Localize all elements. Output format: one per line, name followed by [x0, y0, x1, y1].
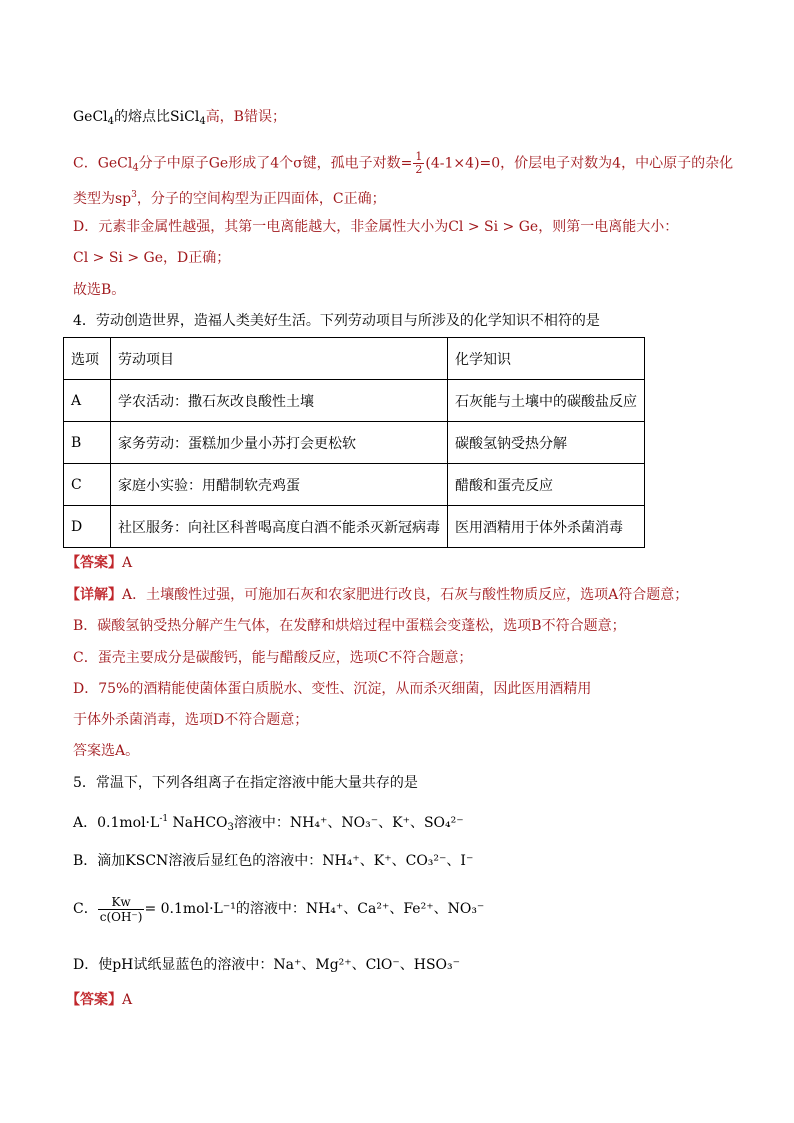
- q4-detail-d-line2: 于体外杀菌消毒，选项D不符合题意；: [73, 712, 309, 728]
- table-header-cell: 选项: [64, 338, 111, 380]
- q4-stem: 4．劳动创造世界，造福人类美好生活。下列劳动项目与所涉及的化学知识不相符的是: [73, 313, 600, 329]
- table-row: [64, 380, 645, 422]
- table-cell: C: [64, 464, 111, 506]
- table-cell: A: [64, 380, 111, 422]
- q5-option-c: C． $\frac{Kw}{c(OH^-)}$ = 0.1mol·L⁻¹的溶液中：NH₄⁺、Ca²⁺、Fe²⁺、NO₃⁻: [73, 894, 485, 924]
- table-cell: B: [64, 422, 111, 464]
- q4-detail-c: C．蛋壳主要成分是碳酸钙，能与醋酸反应，选项C不符合题意；: [73, 650, 473, 666]
- kw-fraction: $\frac{Kw}{c(OH^-)}$: [99, 894, 143, 924]
- q5-option-d: D．使pH试纸显蓝色的溶液中：Na⁺、Mg²⁺、ClO⁻、HSO₃⁻: [73, 957, 461, 973]
- table-cell: 家务劳动：蛋糕加少量小苏打会更松软: [111, 422, 448, 464]
- table-cell: 碳酸氢钠受热分解: [448, 422, 645, 464]
- q5-stem: 5．常温下，下列各组离子在指定溶液中能大量共存的是: [73, 775, 418, 791]
- table-cell: 学农活动：撒石灰改良酸性土壤: [111, 380, 448, 422]
- q3-option-d-line1: D．元素非金属性越强，其第一电离能越大，非金属性大小为Cl > Si > Ge，则第一电离能大小：: [73, 219, 679, 235]
- table-header-row: [64, 338, 645, 380]
- q4-detail-d-line1: D．75%的酒精能使菌体蛋白质脱水、变性、沉淀，从而杀灭细菌，因此医用酒精用: [73, 681, 592, 697]
- q4-conclusion: 答案选A。: [73, 743, 140, 759]
- q5-option-b: B．滴加KSCN溶液后显红色的溶液中：NH₄⁺、K⁺、CO₃²⁻、I⁻: [73, 853, 474, 869]
- q4-answer: 【答案】A: [66, 555, 133, 571]
- table-row: [64, 422, 645, 464]
- q4-detail-b: B．碳酸氢钠受热分解产生气体，在发酵和烘焙过程中蛋糕会变蓬松，选项B不符合题意；: [73, 618, 626, 634]
- q3-option-b-text: GeCl$_4$的熔点比SiCl$_4$高，B错误；: [73, 109, 286, 127]
- table-cell: 醋酸和蛋壳反应: [448, 464, 645, 506]
- q4-detail-a: 【详解】A．土壤酸性过强，可施加石灰和农家肥进行改良，石灰与酸性物质反应，选项A符合题意；: [66, 587, 689, 603]
- table-cell: D: [64, 506, 111, 548]
- q5-answer: 【答案】A: [66, 992, 133, 1008]
- q3-conclusion: 故选B。: [73, 282, 126, 298]
- table-row: [64, 464, 645, 506]
- q3-option-c-line1: C．GeCl$_4$分子中原子Ge形成了4个σ键，孤电子对数= $\frac{1}{2}$ (4-1×4)=0，价层电子对数为4，中心原子的杂化: [73, 150, 734, 176]
- fraction-one-half: $\frac{1}{2}$: [415, 150, 423, 176]
- q4-table: [63, 337, 645, 548]
- table-cell: 社区服务：向社区科普喝高度白酒不能杀灭新冠病毒: [111, 506, 448, 548]
- table-header-cell: 化学知识: [448, 338, 645, 380]
- q3-option-d-line2: Cl > Si > Ge，D正确；: [73, 250, 231, 266]
- table-cell: 医用酒精用于体外杀菌消毒: [448, 506, 645, 548]
- table-cell: 家庭小实验：用醋制软壳鸡蛋: [111, 464, 448, 506]
- q3-option-c-line2: 类型为$sp^3$，分子的空间构型为正四面体，C正确；: [73, 190, 386, 207]
- table-cell: 石灰能与土壤中的碳酸盐反应: [448, 380, 645, 422]
- table-row: [64, 506, 645, 548]
- table-header-cell: 劳动项目: [111, 338, 448, 380]
- q5-option-a: A．$0.1mol\cdot L^{-1}$ NaHCO$_3$溶液中：NH₄⁺、NO₃⁻、K⁺、SO₄²⁻: [73, 814, 464, 833]
